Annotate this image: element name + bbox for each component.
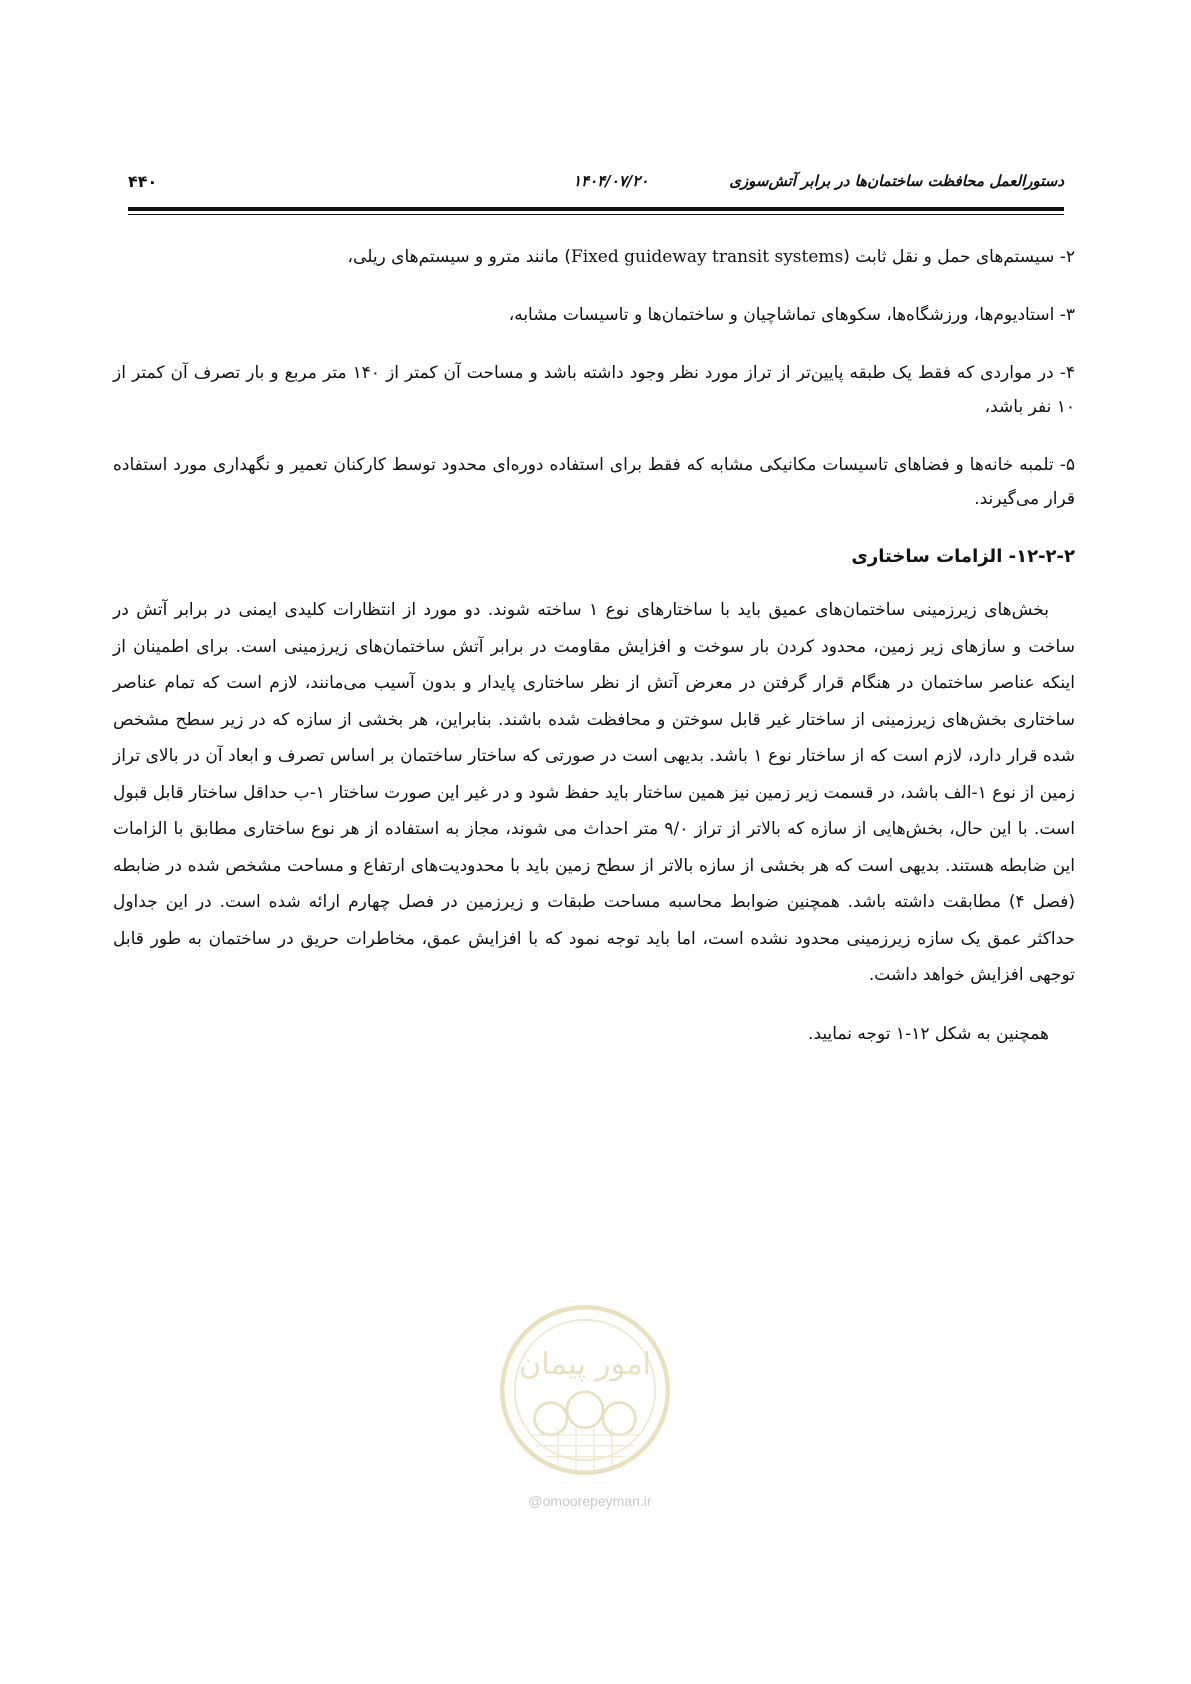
page-header <box>128 168 1064 198</box>
list-item-text: ۲- سیستم‌های حمل و نقل ثابت ( <box>843 247 1075 267</box>
page-content <box>113 240 1075 1074</box>
header-divider-thick <box>128 207 1064 211</box>
list-item: ۴- در مواردی که فقط یک طبقه پایین‌تر از تراز مورد نظر وجود داشته باشد و مساحت آن کمتر از ۱۴۰ متر مربع و بار تصرف آن کمتر از ۱۰ نفر باشد، <box>113 363 1075 417</box>
page-number: ۴۴۰ <box>128 172 158 191</box>
list-item: ۵- تلمبه خانه‌ها و فضاهای تاسیسات مکانیکی مشابه که فقط برای استفاده دوره‌ای محدود توسط کارکنان تعمیر و نگهداری مورد استفاده قرار می‌گیرند. <box>113 455 1075 509</box>
list-item: ۳- استادیوم‌ها، ورزشگاه‌ها، سکوهای تماشاچیان و ساختمان‌ها و تاسیسات مشابه، <box>508 305 1075 325</box>
figure-reference: همچنین به شکل ۱۲-۱ توجه نمایید. <box>808 1023 1049 1044</box>
list-item <box>113 240 1075 274</box>
section-heading: ۱۲-۲-۲- الزامات ساختاری <box>851 546 1075 567</box>
list-item-text: ) مانند مترو و سیستم‌های ریلی، <box>347 247 571 267</box>
header-date: ۱۴۰۴/۰۷/۲۰ <box>573 172 649 190</box>
header-divider-thin <box>128 214 1064 215</box>
section-paragraph: بخش‌های زیرزمینی ساختمان‌های عمیق باید با ساختارهای نوع ۱ ساخته شوند. دو مورد از انتظارات کلیدی ایمنی در برابر آتش در ساخت و سازهای زیر زمین، محدود کردن بار سوخت و افزایش مقاومت در برابر آتش ساختمان‌های زیرزمینی است. برای اطمینان از اینکه عناصر ساختمان در هنگام قرار گرفتن در معرض آتش از نظر ساختاری پایدار و بدون آسیب می‌مانند، لازم است که تمام عناصر ساختاری بخش‌های زیرزمینی از ساختار غیر قابل سوختن و محافظت شده باشند. بنابراین، هر بخشی از سازه که در زیر سطح مشخص شده قرار دارد، لازم است که از ساختار نوع ۱ باشد. بدیهی است در صورتی که ساختار ساختمان بر اساس تصرف و ابعاد آن در بالای تراز زمین از نوع ۱-الف باشد، در قسمت زیر زمین نیز همین ساختار باید حفظ شود و در غیر این صورت ساختار ۱-ب حداقل ساختار قابل قبول است. با این حال، بخش‌هایی از سازه که بالاتر از تراز ۹/۰ متر احداث می شوند، مجاز به استفاده از هر نوع ساختاری مطابق با الزامات این ضابطه هستند. بدیهی است که هر بخشی از سازه بالاتر از سطح زمین باید با محدودیت‌های ارتفاع و مساحت مشخص شده در ضابطه (فصل ۴) مطابقت داشته باشد. همچنین ضوابط محاسبه مساحت طبقات و زیرزمین در فصل چهارم ارائه شده است. در این جداول حداکثر عمق یک سازه زیرزمینی محدود نشده است، اما باید توجه نمود که با افزایش عمق، مخاطرات حریق در ساختمان به طور قابل توجهی افزایش خواهد داشت. <box>113 600 1076 985</box>
list-item-latin-term: Fixed guideway transit systems <box>570 247 844 267</box>
omoore-peyman-seal-icon <box>495 1300 675 1480</box>
watermark-url: @omoorepeyman.ir <box>528 1493 652 1509</box>
document-title: دستورالعمل محافظت ساختمان‌ها در برابر آتش‌سوزی <box>729 172 1064 190</box>
logo-text: امور پیمان <box>518 1346 652 1382</box>
